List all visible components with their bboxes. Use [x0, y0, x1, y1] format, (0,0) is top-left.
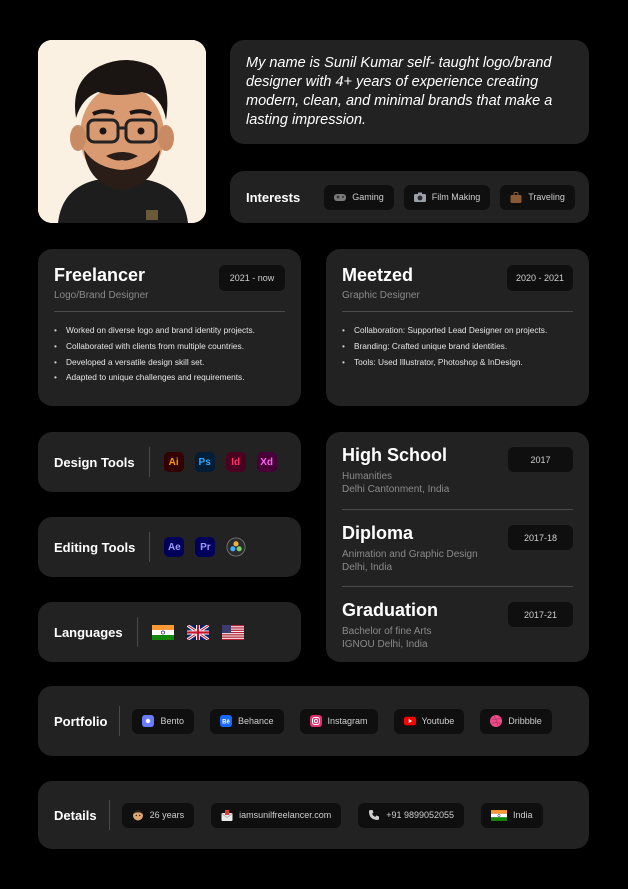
- detail-label: 26 years: [149, 810, 185, 820]
- languages-card: [38, 602, 301, 662]
- list-item: • Tools: Used Illustrator, Photoshop & InDesign.: [342, 355, 573, 371]
- portfolio-link-youtube[interactable]: [394, 709, 465, 734]
- editing-tools-card: [38, 517, 301, 577]
- education-card: [326, 432, 589, 662]
- list-item: • Developed a versatile design skill set.: [54, 355, 285, 371]
- divider: [342, 311, 573, 312]
- divider: [149, 532, 150, 562]
- interest-film-making: [404, 185, 491, 210]
- experience-card-meetzed: [326, 249, 589, 406]
- portfolio-link-label: Youtube: [421, 716, 455, 726]
- list-item: • Worked on diverse logo and brand identity projects.: [54, 323, 285, 339]
- photoshop-icon: Ps: [195, 452, 215, 472]
- divider: [149, 447, 150, 477]
- portfolio-link-instagram[interactable]: [300, 709, 378, 734]
- camera-icon: [414, 191, 426, 203]
- education-title: Graduation: [342, 600, 439, 620]
- intro-card: [230, 40, 589, 144]
- interests-title: Interests: [246, 189, 301, 205]
- phone-icon: [368, 809, 380, 821]
- job-title: Freelancer: [54, 265, 146, 285]
- education-title: Diploma: [342, 523, 414, 543]
- portfolio-link-label: Bento: [160, 716, 184, 726]
- job-title: Meetzed: [342, 265, 414, 285]
- education-field: Bachelor of fine Arts: [342, 626, 432, 637]
- job-date-badge: 2020 - 2021: [507, 265, 573, 291]
- profile-photo: [38, 40, 206, 223]
- education-item-graduation: [342, 586, 573, 663]
- bento-icon: [142, 715, 154, 727]
- illustrator-icon: Ai: [164, 452, 184, 472]
- portfolio-link-dribbble[interactable]: [480, 709, 552, 734]
- job-role: Graphic Designer: [342, 290, 420, 301]
- detail-phone[interactable]: [358, 803, 464, 828]
- list-item: • Adapted to unique challenges and requirements.: [54, 370, 285, 386]
- divider: [119, 706, 120, 736]
- education-item-diploma: [342, 509, 573, 586]
- editing-tools-title: Editing Tools: [54, 539, 136, 555]
- education-title: High School: [342, 445, 447, 465]
- premiere-pro-icon: Pr: [195, 537, 215, 557]
- education-date-badge: 2017: [508, 447, 573, 472]
- detail-country: [481, 803, 543, 828]
- interest-label: Gaming: [352, 192, 384, 202]
- design-tools-card: [38, 432, 301, 492]
- svg-text:Bē: Bē: [222, 719, 230, 726]
- job-date-badge: 2021 - now: [219, 265, 285, 291]
- portfolio-card: [38, 686, 589, 756]
- usa-flag-icon: [222, 625, 244, 640]
- interest-traveling: [500, 185, 575, 210]
- indesign-icon: Id: [226, 452, 246, 472]
- detail-age: [122, 803, 195, 828]
- detail-label: +91 9899052055: [386, 810, 455, 820]
- after-effects-icon: Ae: [164, 537, 184, 557]
- experience-card-freelancer: [38, 249, 301, 406]
- xd-icon: Xd: [257, 452, 277, 472]
- india-flag-icon: [152, 625, 174, 640]
- education-location: IGNOU Delhi, India: [342, 639, 428, 650]
- education-location: Delhi Cantonment, India: [342, 484, 450, 495]
- details-title: Details: [54, 807, 97, 823]
- list-item: • Collaboration: Supported Lead Designer on projects.: [342, 323, 573, 339]
- mail-icon: [221, 809, 233, 821]
- divider: [137, 617, 138, 647]
- education-field: Humanities: [342, 471, 393, 482]
- job-bullets: [342, 323, 573, 370]
- interest-gaming: [324, 185, 394, 210]
- dribbble-icon: [490, 715, 502, 727]
- youtube-icon: [404, 715, 416, 727]
- interest-label: Traveling: [528, 192, 565, 202]
- education-field: Animation and Graphic Design: [342, 549, 478, 560]
- india-flag-icon: [491, 809, 507, 821]
- list-item: • Collaborated with clients from multiple countries.: [54, 339, 285, 355]
- portfolio-link-bento[interactable]: [132, 709, 194, 734]
- davinci-resolve-icon: [226, 537, 246, 557]
- interest-label: Film Making: [431, 192, 481, 202]
- suitcase-icon: [510, 191, 522, 203]
- portfolio-link-label: Dribbble: [508, 716, 542, 726]
- education-location: Delhi, India: [342, 562, 393, 573]
- interests-card: [230, 171, 589, 223]
- instagram-icon: [310, 715, 322, 727]
- languages-title: Languages: [54, 624, 123, 640]
- education-item-high-school: [342, 432, 573, 509]
- education-date-badge: 2017-18: [508, 525, 573, 550]
- portfolio-link-behance[interactable]: [210, 709, 284, 734]
- detail-label: India: [513, 810, 533, 820]
- job-bullets: [54, 323, 285, 386]
- portfolio-title: Portfolio: [54, 713, 108, 729]
- uk-flag-icon: [187, 625, 209, 640]
- list-item: • Branding: Crafted unique brand identities.: [342, 339, 573, 355]
- divider: [109, 800, 110, 830]
- behance-icon: [220, 715, 232, 727]
- details-card: [38, 781, 589, 849]
- job-role: Logo/Brand Designer: [54, 290, 149, 301]
- detail-email[interactable]: [211, 803, 341, 828]
- detail-label: iamsunilfreelancer.com: [239, 810, 332, 820]
- education-date-badge: 2017-21: [508, 602, 573, 627]
- portfolio-link-label: Behance: [237, 716, 274, 726]
- portfolio-link-label: Instagram: [327, 716, 368, 726]
- divider: [54, 311, 285, 312]
- face-icon: [132, 809, 144, 821]
- design-tools-title: Design Tools: [54, 454, 135, 470]
- intro-text: My name is Sunil Kumar self- taught logo/brand designer with 4+ years of experience creating modern, clean, and minimal brands that make a lasting impression.: [246, 55, 553, 128]
- avatar: [38, 40, 206, 223]
- gamepad-icon: [334, 191, 346, 203]
